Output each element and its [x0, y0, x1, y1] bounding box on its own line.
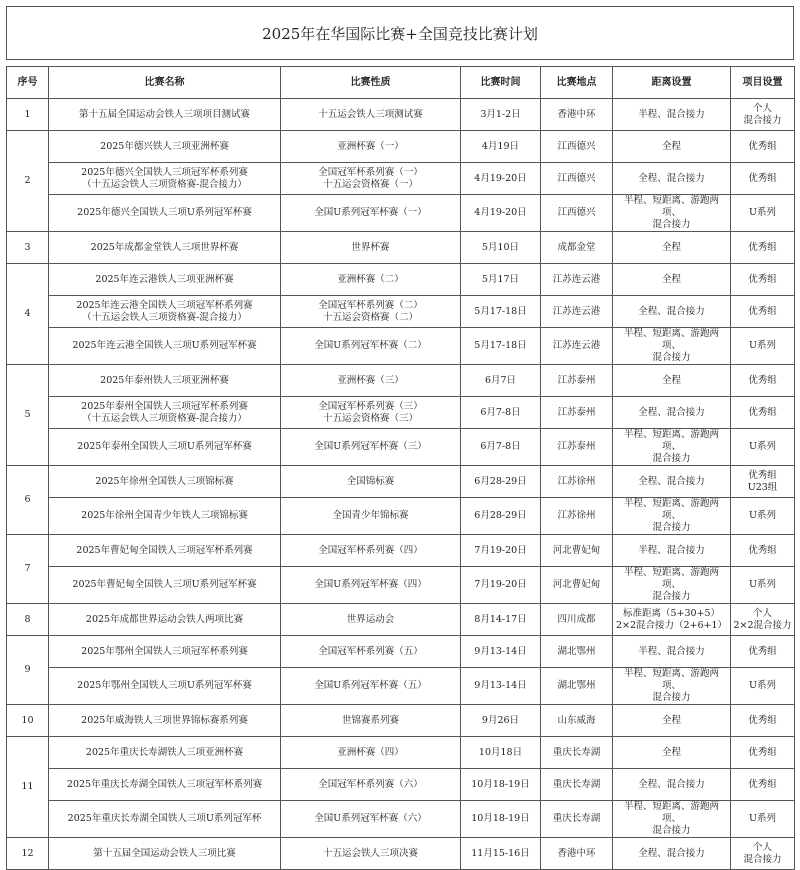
cell-time: 6月7日 — [461, 365, 541, 397]
cell-time: 9月26日 — [461, 705, 541, 737]
page-title: 2025年在华国际比赛+全国竞技比赛计划 — [6, 6, 794, 60]
cell-place: 重庆长寿湖 — [541, 769, 613, 801]
cell-distance: 标准距离（5+30+5） 2×2混合接力（2+6+1） — [613, 604, 731, 636]
cell-items: 优秀组 U23组 — [731, 466, 795, 498]
table-row — [7, 429, 795, 466]
cell-distance: 全程、混合接力 — [613, 466, 731, 498]
table-row — [7, 131, 795, 163]
cell-place: 湖北鄂州 — [541, 668, 613, 705]
cell-place: 河北曹妃甸 — [541, 535, 613, 567]
cell-place: 江苏连云港 — [541, 264, 613, 296]
cell-items: U系列 — [731, 567, 795, 604]
cell-nature: 亚洲杯赛（二） — [281, 264, 461, 296]
cell-time: 5月17-18日 — [461, 328, 541, 365]
cell-name: 2025年鄂州全国铁人三项U系列冠军杯赛 — [49, 668, 281, 705]
cell-time: 7月19-20日 — [461, 567, 541, 604]
header-no: 序号 — [7, 67, 49, 99]
cell-items: U系列 — [731, 195, 795, 232]
cell-place: 江苏徐州 — [541, 466, 613, 498]
cell-time: 4月19-20日 — [461, 195, 541, 232]
cell-name: 第十五届全国运动会铁人三项项目测试赛 — [49, 99, 281, 131]
cell-name: 2025年德兴全国铁人三项冠军杯系列赛 （十五运会铁人三项资格赛-混合接力） — [49, 163, 281, 195]
cell-place: 香港中环 — [541, 838, 613, 870]
cell-distance: 全程、混合接力 — [613, 838, 731, 870]
cell-distance: 全程、混合接力 — [613, 163, 731, 195]
cell-place: 重庆长寿湖 — [541, 801, 613, 838]
table-row — [7, 498, 795, 535]
cell-items: 个人 混合接力 — [731, 838, 795, 870]
cell-name: 2025年连云港全国铁人三项U系列冠军杯赛 — [49, 328, 281, 365]
cell-name: 2025年鄂州全国铁人三项冠军杯系列赛 — [49, 636, 281, 668]
table-row — [7, 668, 795, 705]
table-row — [7, 232, 795, 264]
cell-time: 6月28-29日 — [461, 498, 541, 535]
cell-time: 9月13-14日 — [461, 668, 541, 705]
cell-name: 2025年成都金堂铁人三项世界杯赛 — [49, 232, 281, 264]
table-row — [7, 705, 795, 737]
cell-nature: 全国冠军杯系列赛（六） — [281, 769, 461, 801]
cell-name: 2025年德兴铁人三项亚洲杯赛 — [49, 131, 281, 163]
cell-place: 湖北鄂州 — [541, 636, 613, 668]
cell-name: 2025年曹妃甸全国铁人三项U系列冠军杯赛 — [49, 567, 281, 604]
cell-time: 4月19-20日 — [461, 163, 541, 195]
cell-items: U系列 — [731, 429, 795, 466]
cell-nature: 十五运会铁人三项决赛 — [281, 838, 461, 870]
cell-items: U系列 — [731, 328, 795, 365]
row-number: 1 — [7, 99, 49, 131]
cell-name: 2025年重庆长寿湖全国铁人三项冠军杯系列赛 — [49, 769, 281, 801]
cell-distance: 半程、短距离、游跑两项、 混合接力 — [613, 328, 731, 365]
cell-items: 优秀组 — [731, 636, 795, 668]
cell-distance: 半程、短距离、游跑两项、 混合接力 — [613, 498, 731, 535]
row-number: 7 — [7, 535, 49, 604]
row-number: 12 — [7, 838, 49, 870]
schedule-sheet — [6, 6, 794, 865]
cell-name: 2025年徐州全国青少年铁人三项锦标赛 — [49, 498, 281, 535]
cell-items: U系列 — [731, 498, 795, 535]
cell-nature: 全国U系列冠军杯赛（二） — [281, 328, 461, 365]
cell-place: 江西德兴 — [541, 131, 613, 163]
cell-nature: 全国冠军杯系列赛（三） 十五运会资格赛（三） — [281, 397, 461, 429]
cell-distance: 全程、混合接力 — [613, 397, 731, 429]
cell-time: 6月28-29日 — [461, 466, 541, 498]
cell-nature: 世界运动会 — [281, 604, 461, 636]
cell-name: 2025年德兴全国铁人三项U系列冠军杯赛 — [49, 195, 281, 232]
header-place: 比赛地点 — [541, 67, 613, 99]
cell-items: 优秀组 — [731, 705, 795, 737]
table-row — [7, 535, 795, 567]
cell-items: 优秀组 — [731, 163, 795, 195]
header-row — [7, 67, 795, 99]
cell-name: 2025年重庆长寿湖全国铁人三项U系列冠军杯 — [49, 801, 281, 838]
cell-place: 香港中环 — [541, 99, 613, 131]
cell-items: 优秀组 — [731, 769, 795, 801]
cell-time: 9月13-14日 — [461, 636, 541, 668]
cell-time: 6月7-8日 — [461, 429, 541, 466]
cell-nature: 全国U系列冠军杯赛（四） — [281, 567, 461, 604]
header-nature: 比赛性质 — [281, 67, 461, 99]
cell-time: 5月10日 — [461, 232, 541, 264]
table-row — [7, 397, 795, 429]
header-distance: 距离设置 — [613, 67, 731, 99]
cell-nature: 全国锦标赛 — [281, 466, 461, 498]
cell-items: 优秀组 — [731, 264, 795, 296]
row-number: 11 — [7, 737, 49, 838]
table-row — [7, 163, 795, 195]
cell-nature: 全国冠军杯系列赛（一） 十五运会资格赛（一） — [281, 163, 461, 195]
cell-nature: 世界杯赛 — [281, 232, 461, 264]
table-row — [7, 264, 795, 296]
cell-distance: 全程 — [613, 131, 731, 163]
cell-name: 2025年威海铁人三项世界锦标赛系列赛 — [49, 705, 281, 737]
cell-time: 10月18日 — [461, 737, 541, 769]
cell-distance: 半程、混合接力 — [613, 636, 731, 668]
cell-distance: 半程、混合接力 — [613, 535, 731, 567]
cell-place: 重庆长寿湖 — [541, 737, 613, 769]
cell-items: 优秀组 — [731, 535, 795, 567]
cell-time: 8月14-17日 — [461, 604, 541, 636]
table-row — [7, 769, 795, 801]
cell-nature: 全国U系列冠军杯赛（一） — [281, 195, 461, 232]
header-items: 项目设置 — [731, 67, 795, 99]
cell-distance: 半程、短距离、游跑两项、 混合接力 — [613, 195, 731, 232]
cell-items: 优秀组 — [731, 296, 795, 328]
schedule-body — [7, 99, 795, 870]
cell-distance: 全程、混合接力 — [613, 296, 731, 328]
row-number: 5 — [7, 365, 49, 466]
cell-distance: 全程、混合接力 — [613, 769, 731, 801]
cell-place: 江苏泰州 — [541, 365, 613, 397]
cell-items: U系列 — [731, 668, 795, 705]
header-name: 比赛名称 — [49, 67, 281, 99]
cell-items: 优秀组 — [731, 737, 795, 769]
cell-place: 江苏泰州 — [541, 397, 613, 429]
cell-name: 2025年泰州铁人三项亚洲杯赛 — [49, 365, 281, 397]
cell-distance: 半程、混合接力 — [613, 99, 731, 131]
cell-name: 第十五届全国运动会铁人三项比赛 — [49, 838, 281, 870]
cell-nature: 亚洲杯赛（四） — [281, 737, 461, 769]
cell-name: 2025年曹妃甸全国铁人三项冠军杯系列赛 — [49, 535, 281, 567]
cell-items: 优秀组 — [731, 131, 795, 163]
cell-nature: 全国冠军杯系列赛（四） — [281, 535, 461, 567]
row-number: 9 — [7, 636, 49, 705]
cell-distance: 全程 — [613, 365, 731, 397]
cell-distance: 全程 — [613, 737, 731, 769]
table-row — [7, 195, 795, 232]
cell-name: 2025年成都世界运动会铁人两项比赛 — [49, 604, 281, 636]
cell-time: 5月17日 — [461, 264, 541, 296]
cell-distance: 全程 — [613, 705, 731, 737]
table-row — [7, 296, 795, 328]
cell-nature: 亚洲杯赛（一） — [281, 131, 461, 163]
cell-time: 3月1-2日 — [461, 99, 541, 131]
row-number: 2 — [7, 131, 49, 232]
cell-distance: 半程、短距离、游跑两项、 混合接力 — [613, 801, 731, 838]
table-row — [7, 365, 795, 397]
cell-time: 5月17-18日 — [461, 296, 541, 328]
cell-time: 6月7-8日 — [461, 397, 541, 429]
row-number: 4 — [7, 264, 49, 365]
cell-distance: 半程、短距离、游跑两项、 混合接力 — [613, 668, 731, 705]
cell-nature: 全国U系列冠军杯赛（六） — [281, 801, 461, 838]
cell-items: 个人 2×2混合接力 — [731, 604, 795, 636]
table-row — [7, 604, 795, 636]
cell-place: 山东威海 — [541, 705, 613, 737]
cell-nature: 全国U系列冠军杯赛（三） — [281, 429, 461, 466]
cell-distance: 半程、短距离、游跑两项、 混合接力 — [613, 429, 731, 466]
row-number: 3 — [7, 232, 49, 264]
table-row — [7, 466, 795, 498]
cell-time: 10月18-19日 — [461, 801, 541, 838]
cell-distance: 全程 — [613, 264, 731, 296]
cell-place: 江苏泰州 — [541, 429, 613, 466]
table-row — [7, 328, 795, 365]
cell-time: 11月15-16日 — [461, 838, 541, 870]
cell-place: 江苏连云港 — [541, 328, 613, 365]
cell-nature: 全国冠军杯系列赛（二） 十五运会资格赛（二） — [281, 296, 461, 328]
cell-time: 4月19日 — [461, 131, 541, 163]
cell-place: 江苏连云港 — [541, 296, 613, 328]
cell-place: 江苏徐州 — [541, 498, 613, 535]
table-row — [7, 567, 795, 604]
cell-nature: 全国冠军杯系列赛（五） — [281, 636, 461, 668]
cell-name: 2025年泰州全国铁人三项冠军杯系列赛 （十五运会铁人三项资格赛-混合接力） — [49, 397, 281, 429]
table-row — [7, 838, 795, 870]
cell-distance: 全程 — [613, 232, 731, 264]
cell-time: 7月19-20日 — [461, 535, 541, 567]
cell-place: 河北曹妃甸 — [541, 567, 613, 604]
cell-time: 10月18-19日 — [461, 769, 541, 801]
cell-items: U系列 — [731, 801, 795, 838]
cell-nature: 全国青少年锦标赛 — [281, 498, 461, 535]
cell-items: 优秀组 — [731, 232, 795, 264]
cell-place: 成都金堂 — [541, 232, 613, 264]
cell-items: 个人 混合接力 — [731, 99, 795, 131]
row-number: 8 — [7, 604, 49, 636]
table-row — [7, 801, 795, 838]
cell-name: 2025年连云港全国铁人三项冠军杯系列赛 （十五运会铁人三项资格赛-混合接力） — [49, 296, 281, 328]
cell-name: 2025年连云港铁人三项亚洲杯赛 — [49, 264, 281, 296]
row-number: 6 — [7, 466, 49, 535]
row-number: 10 — [7, 705, 49, 737]
table-row — [7, 99, 795, 131]
header-time: 比赛时间 — [461, 67, 541, 99]
cell-items: 优秀组 — [731, 397, 795, 429]
cell-place: 江西德兴 — [541, 163, 613, 195]
cell-place: 四川成都 — [541, 604, 613, 636]
cell-name: 2025年徐州全国铁人三项锦标赛 — [49, 466, 281, 498]
cell-name: 2025年泰州全国铁人三项U系列冠军杯赛 — [49, 429, 281, 466]
cell-name: 2025年重庆长寿湖铁人三项亚洲杯赛 — [49, 737, 281, 769]
table-row — [7, 636, 795, 668]
cell-nature: 亚洲杯赛（三） — [281, 365, 461, 397]
cell-nature: 十五运会铁人三项测试赛 — [281, 99, 461, 131]
cell-place: 江西德兴 — [541, 195, 613, 232]
table-row — [7, 737, 795, 769]
cell-nature: 世锦赛系列赛 — [281, 705, 461, 737]
schedule-table — [6, 66, 795, 870]
cell-distance: 半程、短距离、游跑两项、 混合接力 — [613, 567, 731, 604]
cell-nature: 全国U系列冠军杯赛（五） — [281, 668, 461, 705]
cell-items: 优秀组 — [731, 365, 795, 397]
